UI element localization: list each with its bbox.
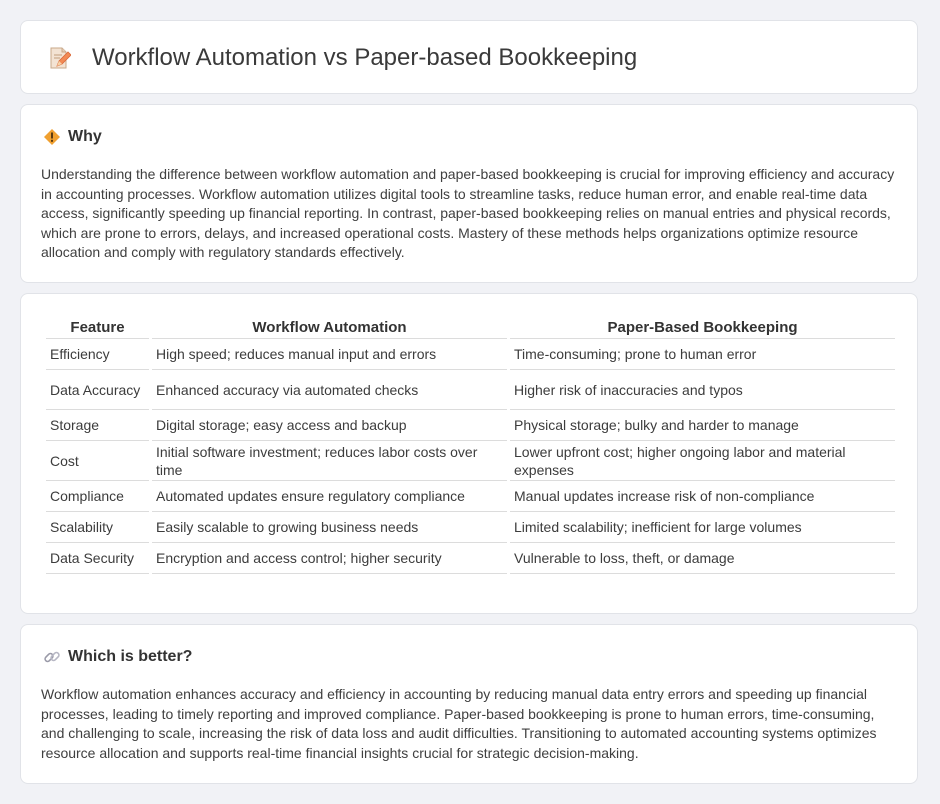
table-row [46,543,895,574]
row-paper: Higher risk of inaccuracies and typos [510,370,895,410]
row-automation: High speed; reduces manual input and errors [152,339,507,370]
row-feature: Data Accuracy [46,370,149,410]
header-paper: Paper-Based Bookkeeping [510,316,895,339]
table-row [46,410,895,441]
better-body: Workflow automation enhances accuracy and efficiency in accounting by reducing manual data entry errors and speeding up financial processes, leading to timely reporting and improved compliance. Paper-based bookkeeping is prone to human errors, time-consuming, and challenging to scale, increasing the risk of data loss and audit difficulties. Transitioning to automated accounting systems optimizes resource allocation and supports real-time financial insights crucial for strategic decision-making. [41,686,877,761]
row-feature: Storage [46,410,149,441]
better-title: Which is better? [68,648,193,665]
row-paper: Time-consuming; prone to human error [510,339,895,370]
row-paper: Lower upfront cost; higher ongoing labor and material expenses [510,441,895,481]
row-automation: Initial software investment; reduces labor costs over time [152,441,507,481]
row-paper: Physical storage; bulky and harder to manage [510,410,895,441]
which-is-better-section [20,624,918,784]
row-automation: Digital storage; easy access and backup [152,410,507,441]
comparison-table [43,316,898,574]
row-automation: Automated updates ensure regulatory compliance [152,481,507,512]
table-row [46,512,895,543]
row-feature: Data Security [46,543,149,574]
header-feature: Feature [46,316,149,339]
row-automation: Enhanced accuracy via automated checks [152,370,507,410]
row-automation: Easily scalable to growing business needs [152,512,507,543]
table-header-row [46,316,895,339]
comparison-section [20,293,918,614]
title-card [20,20,918,94]
link-icon [43,648,61,666]
row-feature: Cost [46,441,149,481]
page-title: Workflow Automation vs Paper-based Bookkeeping [92,44,638,71]
document-pencil-icon [47,46,71,70]
table-row [46,441,895,481]
why-header [43,127,102,147]
header-automation: Workflow Automation [152,316,507,339]
why-section [20,104,918,283]
why-title: Why [68,128,102,145]
row-automation: Encryption and access control; higher security [152,543,507,574]
table-row [46,481,895,512]
table-row [46,370,895,410]
why-body: Understanding the difference between workflow automation and paper-based bookkeeping is crucial for improving efficiency and accuracy in accounting processes. Workflow automation utilizes digital tools to streamline tasks, reduce human error, and enable real-time data access, significantly speeding up financial reporting. In contrast, paper-based bookkeeping relies on manual entries and physical records, which are prone to errors, delays, and increased operational costs. Mastery of these methods helps organizations optimize resource allocation and comply with regulatory standards effectively. [41,166,895,261]
row-feature: Efficiency [46,339,149,370]
row-feature: Scalability [46,512,149,543]
row-paper: Manual updates increase risk of non-compliance [510,481,895,512]
table-row [46,339,895,370]
row-paper: Vulnerable to loss, theft, or damage [510,543,895,574]
row-paper: Limited scalability; inefficient for large volumes [510,512,895,543]
warning-diamond-icon [43,128,61,146]
row-feature: Compliance [46,481,149,512]
better-header [43,647,192,667]
